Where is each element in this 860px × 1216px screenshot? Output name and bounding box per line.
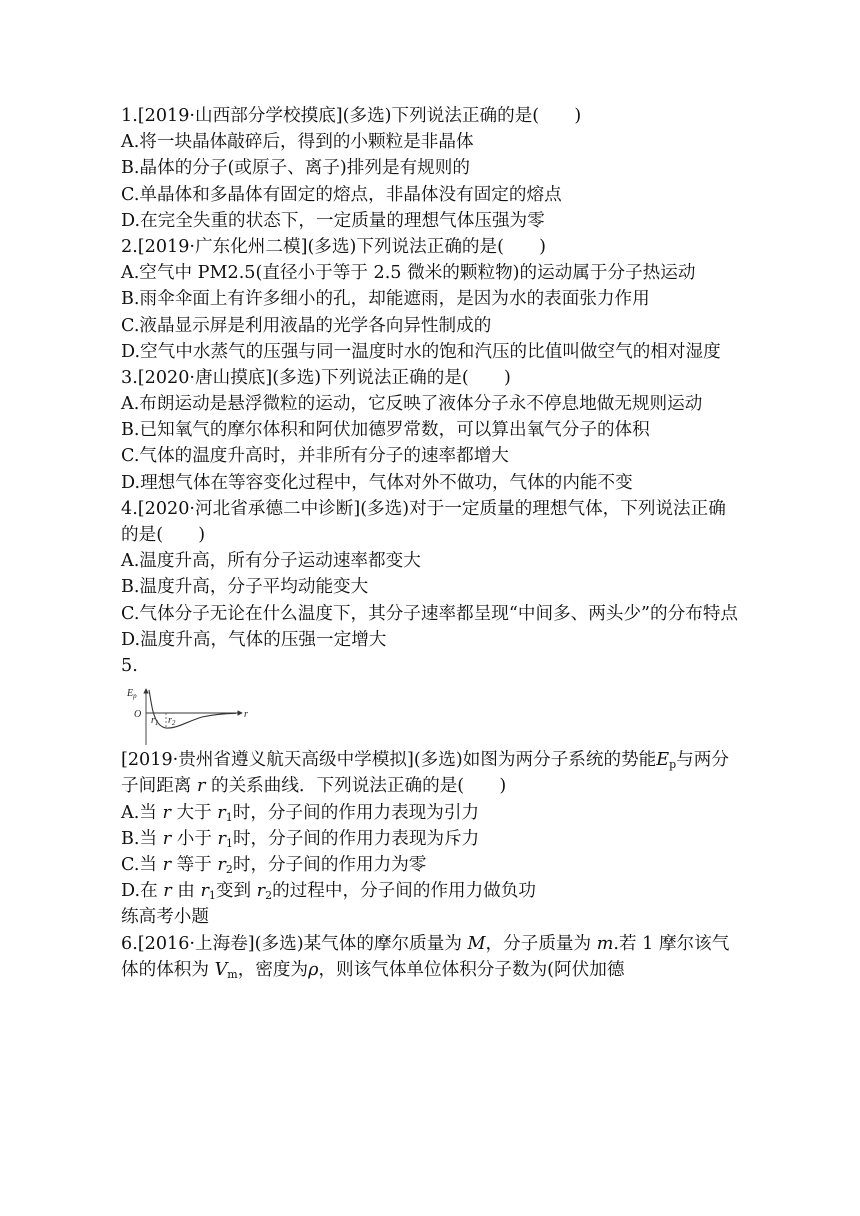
question-1-option-d: D.在完全失重的状态下，一定质量的理想气体压强为零 [121, 210, 545, 231]
question-3-stem: 3.[2020·唐山摸底](多选)下列说法正确的是( ) [121, 367, 511, 388]
potential-energy-graph [121, 679, 741, 747]
question-2-stem: 2.[2019·广东化州二模](多选)下列说法正确的是( ) [121, 236, 547, 257]
question-6-stem: 6.[2016·上海卷](多选)某气体的摩尔质量为 M，分子质量为 m.若 1 摩尔该气体的体积为 $V_m$，密度为ρ，则该气体单位体积分子数为(阿伏加德 [121, 933, 730, 981]
y-axis-label: $E_p$ [127, 688, 137, 701]
question-5-option-c: C.当 r 等于 $r_2$时，分子间的作用力为零 [121, 855, 427, 876]
question-2-option-a: A.空气中 PM2.5(直径小于等于 2.5 微米的颗粒物)的运动属于分子热运动 [121, 263, 696, 284]
question-4-option-a: A.温度升高，所有分子运动速率都变大 [121, 551, 421, 572]
question-3-option-a: A.布朗运动是悬浮微粒的运动，它反映了液体分子永不停息地做无规则运动 [121, 394, 703, 415]
question-1-stem: 1.[2019·山西部分学校摸底](多选)下列说法正确的是( ) [121, 106, 582, 126]
question-5-option-d: D.在 r 由 $r_1$变到 $r_2$的过程中，分子间的作用力做负功 [121, 881, 537, 903]
x-axis-label: r [244, 709, 248, 721]
question-5-stem: [2019·贵州省遵义航天高级中学模拟](多选)如图为两分子系统的势能$E_p$与两分子间距离 r 的关系曲线．下列说法正确的是( ) [121, 750, 729, 797]
question-4-stem: 4.[2020·河北省承德二中诊断](多选)对于一定质量的理想气体，下列说法正确的是( ) [121, 498, 726, 546]
question-3-option-d: D.理想气体在等容变化过程中，气体对外不做功，气体的内能不变 [121, 472, 633, 493]
r1-label: $r_1$ [151, 715, 159, 728]
question-2-option-d: D.空气中水蒸气的压强与同一温度时水的饱和汽压的比值叫做空气的相对湿度 [121, 341, 721, 362]
question-5-number: 5. [121, 656, 138, 677]
question-1-option-b: B.晶体的分子(或原子、离子)排列是有规则的 [121, 158, 470, 179]
origin-label: O [134, 709, 142, 721]
question-4-option-b: B.温度升高，分子平均动能变大 [121, 577, 369, 598]
question-3-option-c: C.气体的温度升高时，并非所有分子的速率都增大 [121, 446, 509, 467]
question-4-option-c: C.气体分子无论在什么温度下，其分子速率都呈现“中间多、两头少”的分布特点 [121, 603, 739, 624]
question-5-option-a: A.当 r 大于 $r_1$时，分子间的作用力表现为引力 [121, 802, 480, 824]
potential-energy-curve-figure [124, 687, 254, 747]
question-1-option-c: C.单晶体和多晶体有固定的熔点，非晶体没有固定的熔点 [121, 184, 562, 205]
question-5-option-b: B.当 r 小于 $r_1$时，分子间的作用力表现为斥力 [121, 828, 480, 850]
question-2-option-c: C.液晶显示屏是利用液晶的光学各向异性制成的 [121, 315, 492, 336]
question-content [121, 103, 741, 983]
question-1-option-a: A.将一块晶体敲碎后，得到的小颗粒是非晶体 [121, 132, 474, 153]
r2-label: $r_2$ [168, 715, 176, 728]
section-title: 练高考小题 [121, 907, 209, 928]
question-2-option-b: B.雨伞伞面上有许多细小的孔，却能遮雨，是因为水的表面张力作用 [121, 289, 650, 310]
question-3-option-b: B.已知氧气的摩尔体积和阿伏加德罗常数，可以算出氧气分子的体积 [121, 420, 650, 441]
potential-energy-curve [149, 690, 236, 728]
question-4-option-d: D.温度升高，气体的压强一定增大 [121, 629, 387, 650]
